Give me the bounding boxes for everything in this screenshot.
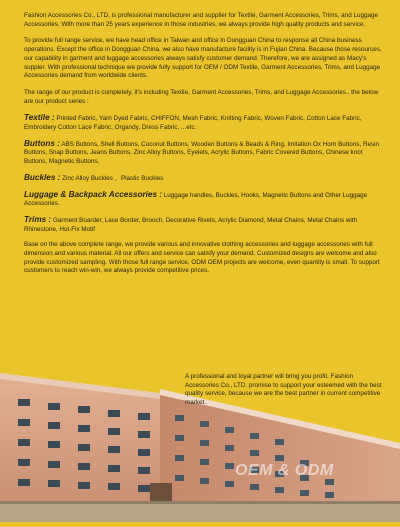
oem-odm-badge: OEM & ODM xyxy=(235,462,334,479)
category-buttons xyxy=(24,140,386,167)
category-textile xyxy=(24,114,386,132)
intro-paragraph: Fashion Accessories Co., LTD. is professional manufacturer and supplier for Textile, Garment Accessories, Trims, and Luggage Accessories. With more than 25 years experience in those industries, we always provide high quality products and service. xyxy=(24,12,378,28)
category-items: Garment Boarder, Lace Border, Brooch, Decorative Rivets, Acrylic Diamond, Metal Chains, Metal Chains with Rhinestone, Hot-Fix Motif xyxy=(24,216,358,233)
range-intro-paragraph: The range of our product is completely, it's including Textile, Garment Accessories, Trims, and Luggage Accessories., the below are our product series : xyxy=(24,88,379,105)
category-title: Buttons : xyxy=(24,138,60,148)
category-items: Zinc Alloy Buckles 、Plastic Buckles xyxy=(60,174,164,182)
category-title: Trims : xyxy=(24,214,52,224)
capability-paragraph: Base on the above complete range, we provide various and innovative clothing accessories and luggage accessories with full dimension and various material. All our offers and service can satisfy your demand. Customized designs are welcome and also provide customized sampling. With those full range service, ODM OEM projects are welcome, even quantity is small. To support customers to reach win-win, we always provide competitive prices. xyxy=(24,241,380,275)
category-title: Buckles : xyxy=(24,172,61,182)
category-items: Luggage handles, Buckles, Hooks, Magnetic Buttons and Other Luggage Accessories. xyxy=(24,191,368,208)
category-title: Luggage & Backpack Accessories : xyxy=(24,189,163,199)
closing-paragraph: A professional and loyal partner will bring you profit. Fashion Accessories Co., LTD. promise to support your esteemed with the best quality service, because we are the best partner in current competitive market. xyxy=(185,373,382,407)
category-buckles xyxy=(24,174,386,184)
service-paragraph: To provide full range service, we have head office in Taiwan and office in Dongguan China to response all China business operations. Except the office in Dongguan China, we also have manufacture facility is in Fujian China. Because those resources, our capability in garment and luggage accessories always satisfy customer demand. Therefore, we are assigned as Macy's suppler. With professional technique we provide fully support for OEM / ODM Textile, Garment Accessories, Trims, and Luggage Accessories demand from worldwide clients. xyxy=(24,37,382,80)
category-luggage xyxy=(24,191,386,209)
category-items: Printed Fabric, Yarn Dyed Fabric, CHIFFON, Mesh Fabric, Knitting Fabric, Woven Fabric, Cotton Lace Fabric, Embroidery Cotton Lace Fabric, Organdy, Dress Fabric, ...etc. xyxy=(24,115,362,132)
category-items: ABS Buttons, Shell Buttons, Coconut Buttons, Wooden Buttons & Beads & Ring, Imitation Ox Horn Buttons, Resin Buttons, Snap Buttons, Jeans Buttons, Zinc Alloy Buttons, Eyelets, Acrylic Buttons, Fabric Covered Buttons, Chinese knot Buttons, Magnetic Buttons, xyxy=(24,140,380,166)
category-trims xyxy=(24,216,386,234)
document-body xyxy=(24,12,386,284)
category-title: Textile : xyxy=(24,113,55,123)
